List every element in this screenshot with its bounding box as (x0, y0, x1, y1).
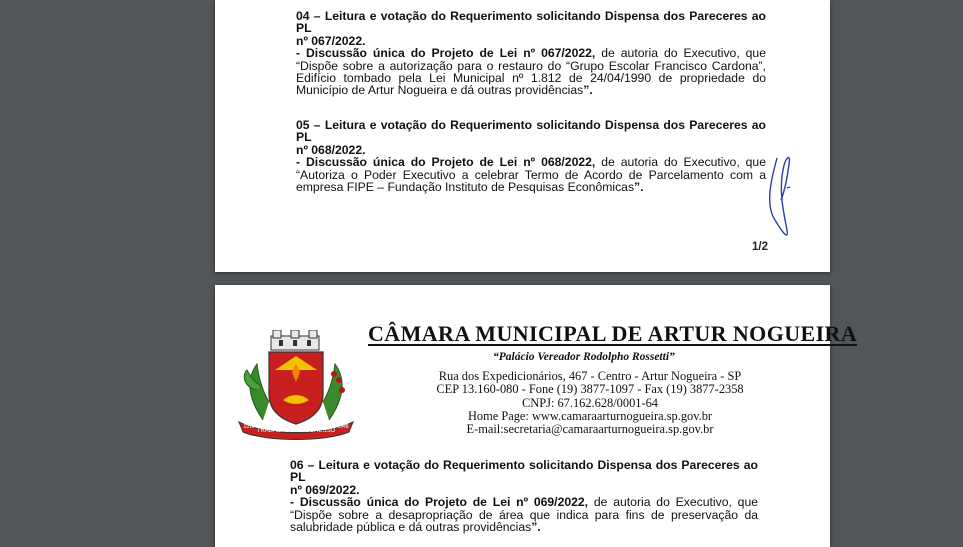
phone-line: CEP 13.160-080 - Fone (19) 3877-1097 - Fax (19) 3877-2358 (436, 382, 744, 397)
crest-year-left: 1916 (243, 424, 255, 430)
document-page-2 (215, 285, 858, 547)
item-text-line: “Dispõe sobre a desapropriação de área que indica para fins de preservação da (290, 507, 758, 522)
agenda-item-05 (296, 119, 766, 193)
page-number: 1/2 (752, 241, 768, 253)
address-line: Rua dos Expedicionários, 467 - Centro - Artur Nogueira - SP (438, 369, 742, 383)
crest-year-right: 1948 (337, 424, 349, 430)
item-text-line: nº 068/2022. (296, 142, 366, 157)
item-text-line: nº 069/2022. (290, 482, 360, 497)
item-text-line: nº 067/2022. (296, 33, 366, 48)
email-line: E-mail:secretaria@camaraarturnogueira.sp.gov.br (466, 422, 714, 437)
contact-block (420, 370, 760, 436)
document-page-1 (215, 0, 830, 272)
organization-name: CÂMARA MUNICIPAL DE ARTUR NOGUEIRA (368, 321, 858, 346)
item-text-line: “Dispõe sobre a autorização para o restauro do “Grupo Escolar Francisco Cardona”, (296, 58, 766, 73)
item-text-line: salubridade pública e dá outras providências”. (290, 520, 541, 535)
item-text-line: 06 – Leitura e votação do Requerimento solicitando Dispensa dos Pareceres ao PL (290, 458, 758, 485)
item-text-line: Município de Artur Nogueira e dá outras providências”. (296, 83, 593, 98)
item-text-line: 04 – Leitura e votação do Requerimento solicitando Dispensa dos Pareceres ao PL (296, 9, 766, 36)
cnpj-line: CNPJ: 67.162.628/0001-64 (522, 395, 658, 410)
agenda-item-06 (290, 459, 758, 533)
agenda-item-04 (296, 10, 766, 97)
item-text-line: 05 – Leitura e votação do Requerimento solicitando Dispensa dos Pareceres ao PL (296, 118, 766, 145)
handwritten-signature (763, 150, 803, 245)
palace-subtitle: “Palácio Vereador Rodolpho Rossetti” (493, 351, 675, 363)
item-text-line: - Discussão única do Projeto de Lei nº 068/2022, de autoria do Executivo, que (296, 155, 766, 170)
item-text-line: empresa FIPE – Fundação Instituto de Pesquisas Econômicas”. (296, 180, 644, 195)
municipal-coat-of-arms-icon (235, 330, 357, 442)
item-text-line: “Autoriza o Poder Executivo a celebrar Termo de Acordo de Parcelamento com a (296, 167, 766, 182)
item-text-line: - Discussão única do Projeto de Lei nº 067/2022, de autoria do Executivo, que (296, 46, 766, 61)
homepage-line: Home Page: www.camaraarturnogueira.sp.gov.br (467, 408, 713, 423)
crest-motto: TRABALHO E PROGRESSO (256, 428, 336, 434)
item-text-line: Edifício tombado pela Lei Municipal nº 1.812 de 24/04/1990 de propriedade do (296, 71, 766, 86)
item-text-line: - Discussão única do Projeto de Lei nº 069/2022, de autoria do Executivo, que (290, 495, 759, 510)
